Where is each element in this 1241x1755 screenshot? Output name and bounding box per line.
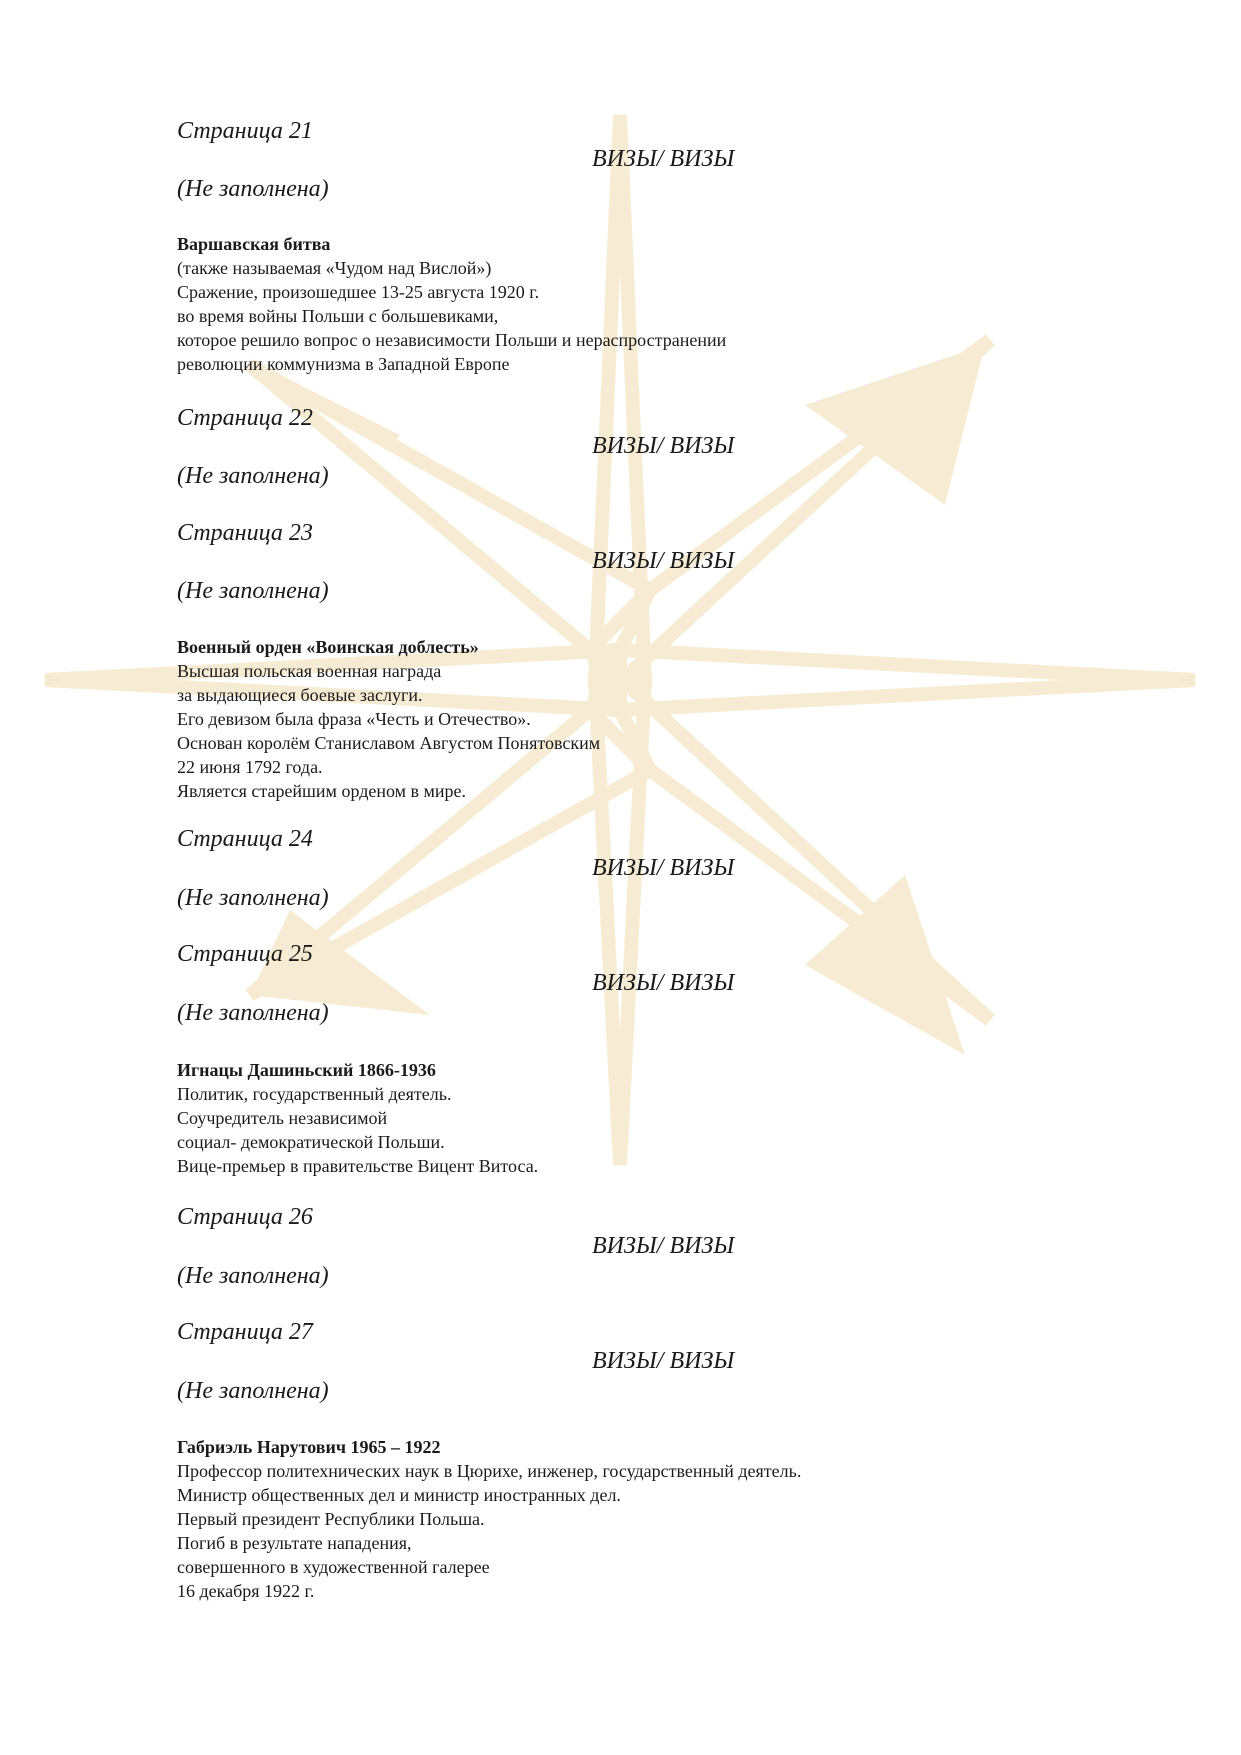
page-label-21: Страница 21: [177, 118, 313, 144]
block-line: Высшая польская военная награда: [177, 661, 442, 681]
empty-page-note: (Не заполнена): [177, 1378, 329, 1404]
block-heading: Игнацы Дашиньский 1866-1936: [177, 1060, 436, 1080]
info-block-narutowicz: [177, 1435, 801, 1603]
visa-label: ВИЗЫ/ ВИЗЫ: [592, 1348, 735, 1374]
info-block-warsaw-battle: [177, 232, 726, 376]
block-line: Его девизом была фраза «Честь и Отечество».: [177, 709, 531, 729]
page-label-22: Страница 22: [177, 405, 313, 431]
block-heading: Габриэль Нарутович 1965 – 1922: [177, 1437, 441, 1457]
block-line: совершенного в художественной галерее: [177, 1557, 490, 1577]
empty-page-note: (Не заполнена): [177, 578, 329, 604]
block-line: социал- демократической Польши.: [177, 1132, 445, 1152]
star-point-right: [620, 650, 1195, 710]
block-line: Политик, государственный деятель.: [177, 1084, 452, 1104]
block-line: которое решило вопрос о независимости Польши и нераспространении: [177, 330, 727, 350]
empty-page-note: (Не заполнена): [177, 885, 329, 911]
info-block-military-order: [177, 635, 600, 803]
visa-label: ВИЗЫ/ ВИЗЫ: [592, 970, 735, 996]
block-line: (также называемая «Чудом над Вислой»): [177, 258, 492, 278]
page-label-23: Страница 23: [177, 520, 313, 546]
block-line: Вице-премьер в правительстве Вицент Витоса.: [177, 1156, 539, 1176]
visa-label: ВИЗЫ/ ВИЗЫ: [592, 855, 735, 881]
visa-label: ВИЗЫ/ ВИЗЫ: [592, 433, 735, 459]
empty-page-note: (Не заполнена): [177, 1000, 329, 1026]
block-heading: Варшавская битва: [177, 234, 331, 254]
block-line: Профессор политехнических наук в Цюрихе, инженер, государственный деятель.: [177, 1461, 802, 1481]
block-line: революции коммунизма в Западной Европе: [177, 354, 510, 374]
page-label-27: Страница 27: [177, 1319, 313, 1345]
empty-page-note: (Не заполнена): [177, 463, 329, 489]
block-line: Министр общественных дел и министр иностранных дел.: [177, 1485, 621, 1505]
block-line: за выдающиеся боевые заслуги.: [177, 685, 423, 705]
block-line: Является старейшим орденом в мире.: [177, 781, 467, 801]
info-block-daszynski: [177, 1058, 538, 1178]
empty-page-note: (Не заполнена): [177, 1263, 329, 1289]
block-heading: Военный орден «Воинская доблесть»: [177, 637, 479, 657]
page-label-25: Страница 25: [177, 941, 313, 967]
block-line: Соучредитель независимой: [177, 1108, 388, 1128]
block-line: Погиб в результате нападения,: [177, 1533, 412, 1553]
visa-label: ВИЗЫ/ ВИЗЫ: [592, 146, 735, 172]
block-line: Основан королём Станиславом Августом Понятовским: [177, 733, 601, 753]
visa-label: ВИЗЫ/ ВИЗЫ: [592, 1233, 735, 1259]
empty-page-note: (Не заполнена): [177, 176, 329, 202]
block-line: Первый президент Республики Польша.: [177, 1509, 485, 1529]
page-label-26: Страница 26: [177, 1204, 313, 1230]
visa-label: ВИЗЫ/ ВИЗЫ: [592, 548, 735, 574]
page-label-24: Страница 24: [177, 826, 313, 852]
block-line: 22 июня 1792 года.: [177, 757, 323, 777]
block-line: во время войны Польши с большевиками,: [177, 306, 499, 326]
block-line: Сражение, произошедшее 13-25 августа 1920 г.: [177, 282, 540, 302]
block-line: 16 декабря 1922 г.: [177, 1581, 315, 1601]
